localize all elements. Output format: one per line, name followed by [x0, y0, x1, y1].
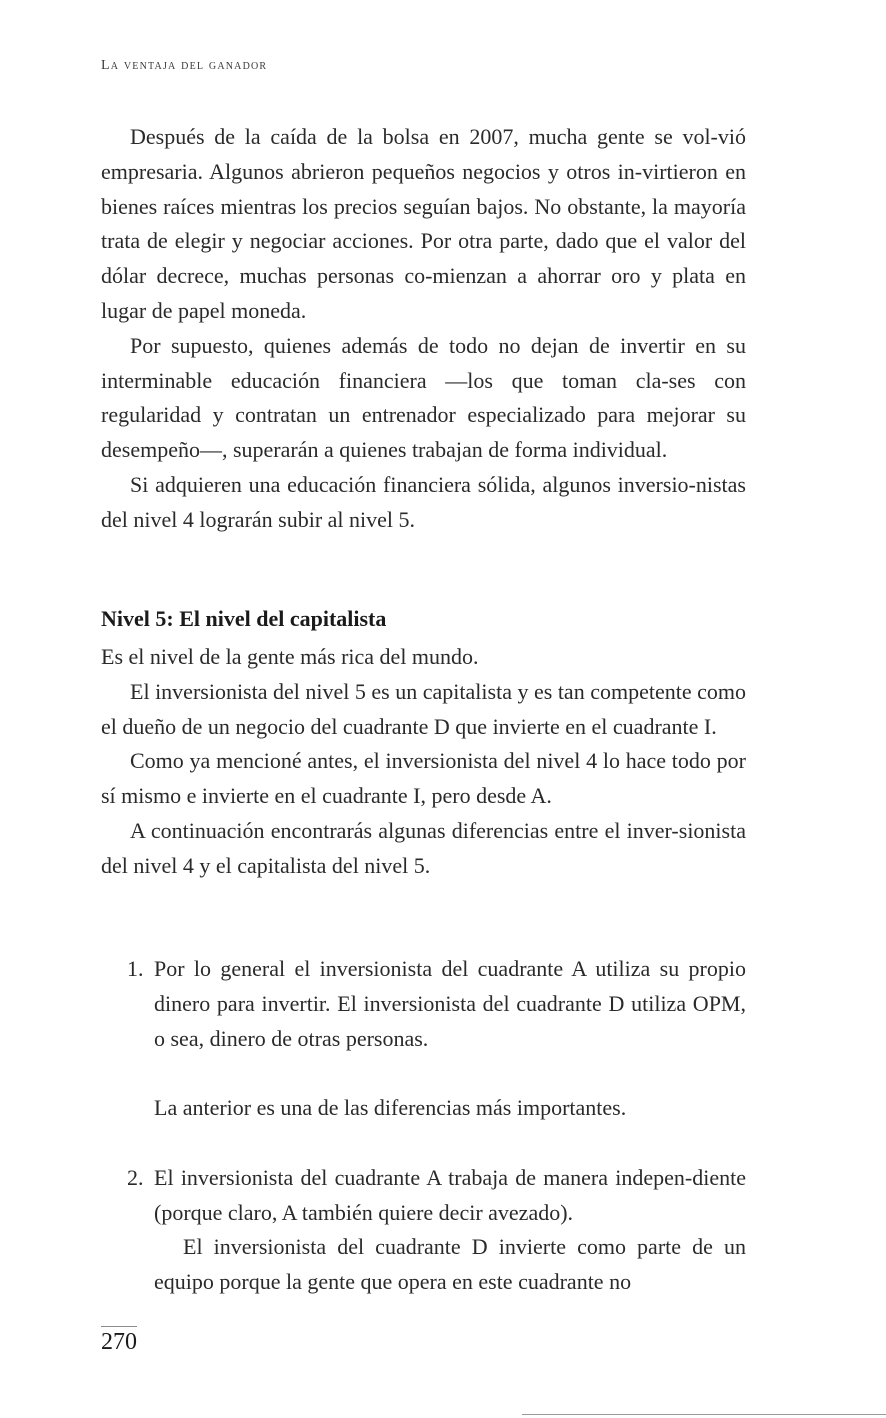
page-number: 270 — [101, 1326, 137, 1357]
differences-list — [101, 952, 746, 1300]
list-item-text: El inversionista del cuadrante A trabaja de manera indepen-diente (porque claro, A también quiere decir avezado). — [154, 1164, 746, 1225]
list-number: 1. — [127, 956, 144, 981]
paragraph-differences-intro: A continuación encontrarás algunas diferencias entre el inver-sionista del nivel 4 y el capitalista del nivel 5. — [101, 817, 746, 878]
paragraph-financial-education: Por supuesto, quienes además de todo no dejan de invertir en su interminable educación financiera —los que toman cla-ses con regularidad y contratan un entrenador especializado para mejorar su desempeño—, superarán a quienes trabajan de forma individual. — [101, 332, 746, 463]
list-item-1 — [101, 952, 746, 1126]
running-head: La ventaja del ganador — [101, 58, 268, 73]
list-item-text: Por lo general el inversionista del cuadrante A utiliza su propio dinero para invertir. El inversionista del cuadrante D utiliza OPM, o sea, dinero de otras personas. — [154, 956, 746, 1051]
list-item-text-continued: El inversionista del cuadrante D invierte como parte de un equipo porque la gente que opera en este cuadrante no — [154, 1234, 746, 1295]
bottom-rule — [522, 1414, 886, 1415]
list-item-note: La anterior es una de las diferencias más importantes. — [154, 1095, 627, 1121]
list-item-2 — [101, 1161, 746, 1300]
intro-text — [101, 120, 746, 538]
paragraph-market-crash: Después de la caída de la bolsa en 2007, mucha gente se vol-vió empresaria. Algunos abrieron pequeños negocios y otros in-virtieron en bienes raíces mientras los precios seguían bajos. No obstante, la mayoría trata de elegir y negociar acciones. Por otra parte, dado que el valor del dólar decrece, muchas personas co-mienzan a ahorrar oro y plata en lugar de papel moneda. — [101, 124, 746, 323]
paragraph-level-up: Si adquieren una educación financiera sólida, algunos inversio-nistas del nivel 4 lograrán subir al nivel 5. — [101, 471, 746, 532]
section-text — [101, 640, 746, 884]
section-heading: Nivel 5: El nivel del capitalista — [101, 606, 387, 631]
paragraph-capitalist: El inversionista del nivel 5 es un capitalista y es tan competente como el dueño de un negocio del cuadrante D que invierte en el cuadrante I. — [101, 678, 746, 739]
list-number: 2. — [127, 1164, 144, 1190]
paragraph-richest-people: Es el nivel de la gente más rica del mundo. — [101, 644, 479, 669]
paragraph-level-4-recap: Como ya mencioné antes, el inversionista del nivel 4 lo hace todo por sí mismo e invierte en el cuadrante I, pero desde A. — [101, 748, 746, 809]
